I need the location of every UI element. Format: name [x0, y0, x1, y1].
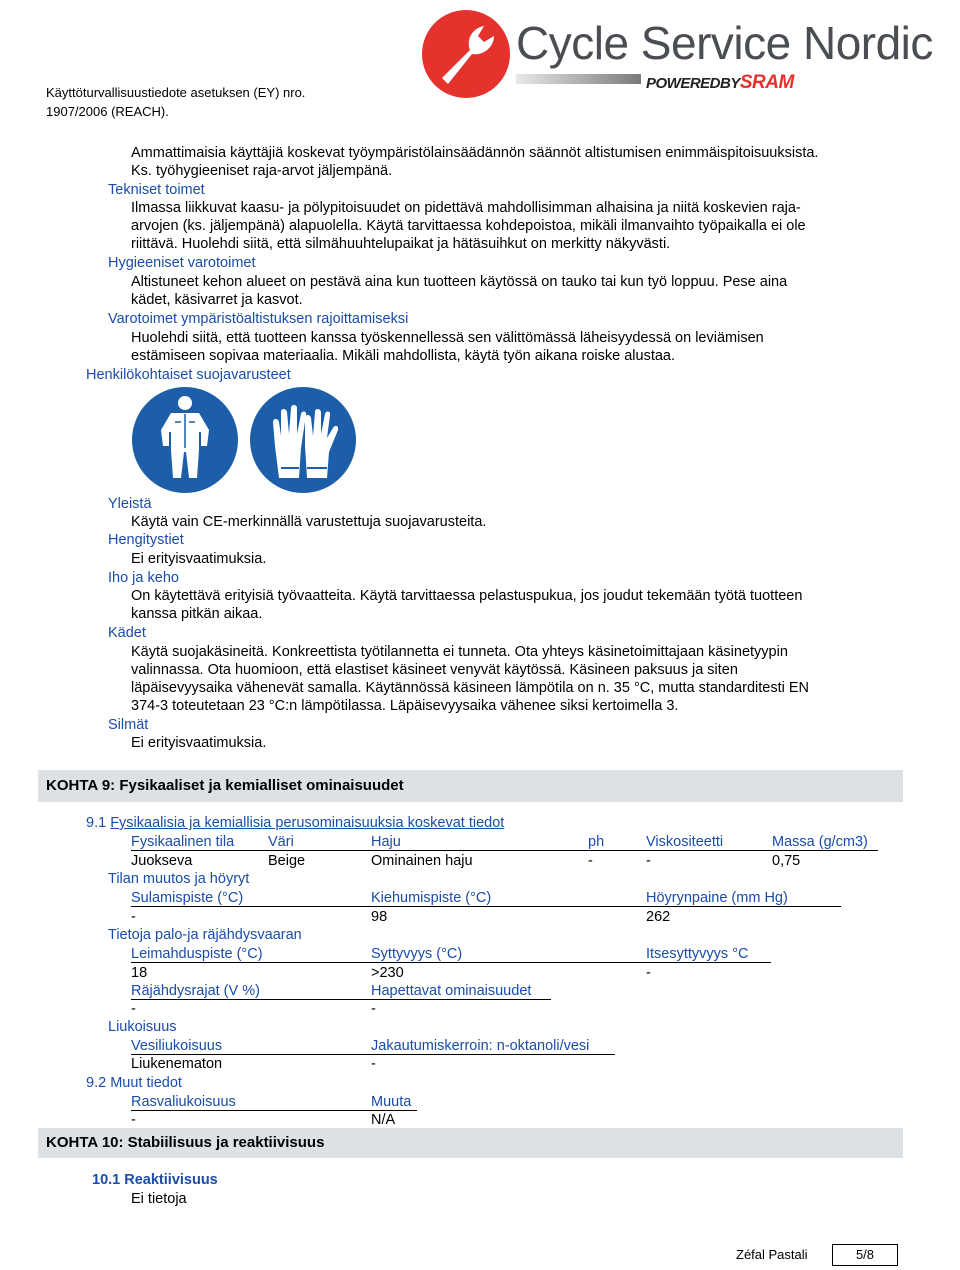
- value: -: [646, 965, 651, 981]
- logo-wordmark: Cycle Service Nordic: [516, 17, 933, 69]
- col-header: Väri: [268, 834, 294, 850]
- heading-state-change: Tilan muutos ja höyryt: [108, 871, 250, 887]
- heading-environment: Varotoimet ympäristöaltistuksen rajoittamiseksi: [108, 311, 409, 327]
- heading-hands: Kädet: [108, 625, 146, 641]
- heading-hygiene: Hygieeniset varotoimet: [108, 255, 256, 271]
- document-title-line-1: Käyttöturvallisuustiedote asetuksen (EY) nro.: [46, 85, 306, 100]
- text-line: Ei tietoja: [131, 1191, 187, 1207]
- col-header: Massa (g/cm3): [772, 834, 868, 850]
- cell-value: -: [646, 853, 651, 869]
- cell-value: Juokseva: [131, 853, 193, 869]
- subsection-9-1-title: [86, 814, 504, 832]
- wrench-logo-icon: [418, 8, 514, 100]
- text-line: estämiseen sopivaa materiaalia. Mikäli mahdollista, käytä työn aikana roiske alustaa.: [131, 348, 676, 364]
- protective-gloves-icon: [249, 386, 357, 494]
- text-line: Huolehdi siitä, että tuotteen kanssa työskennellessä sen välittömässä läheisyydessä on leviämisen: [131, 330, 764, 346]
- table-divider: [131, 850, 878, 851]
- text-line: läpäisevyysaika vähenevät samalla. Käytännössä käsineen lämpötila on n. 35 °C, mutta standarditesti EN: [131, 680, 810, 696]
- logo-bar: [516, 74, 641, 84]
- value: >230: [371, 965, 404, 981]
- heading-technical: Tekniset toimet: [108, 182, 205, 198]
- heading-fire: Tietoja palo-ja räjähdysvaaran: [108, 927, 302, 943]
- document-title-line-2: 1907/2006 (REACH).: [46, 104, 169, 119]
- col-header: Fysikaalinen tila: [131, 834, 235, 850]
- text-line: kanssa pitkän aikaa.: [131, 606, 263, 622]
- text-line: riittävä. Huolehdi siitä, että silmähuuhtelupaikat ja hätäsuihkut on merkitty näkyvästi.: [131, 236, 671, 252]
- value: -: [131, 1112, 136, 1128]
- value: 18: [131, 965, 148, 981]
- subsection-9-2-title: [86, 1074, 182, 1092]
- heading-ppe: Henkilökohtaiset suojavarusteet: [86, 367, 291, 383]
- label: Itsesyttyvyys °C: [646, 946, 749, 962]
- value: 98: [371, 909, 388, 925]
- logo-sram-text: SRAM: [739, 72, 794, 93]
- subsection-number: 9.1: [86, 815, 107, 831]
- cell-value: 0,75: [772, 853, 801, 869]
- label: Sulamispiste (°C): [131, 890, 244, 906]
- label: Räjähdysrajat (V %): [131, 983, 260, 999]
- page-number: 5/8: [832, 1244, 898, 1266]
- heading-general: Yleistä: [108, 496, 152, 512]
- text-line: kädet, käsivarret ja kasvot.: [131, 292, 303, 308]
- heading-skin: Iho ja keho: [108, 570, 179, 586]
- subsection-number: 10.1: [92, 1172, 121, 1188]
- logo-powered-by: [646, 72, 794, 94]
- label: Rasvaliukoisuus: [131, 1094, 236, 1110]
- cell-value: Beige: [268, 853, 306, 869]
- section-10-title: KOHTA 10: Stabiilisuus ja reaktiivisuus: [38, 1128, 903, 1158]
- subsection-title: Fysikaalisia ja kemiallisia perusominaisuuksia koskevat tiedot: [110, 815, 505, 831]
- label: Hapettavat ominaisuudet: [371, 983, 532, 999]
- protective-coverall-icon: [131, 386, 239, 494]
- cell-value: Ominainen haju: [371, 853, 473, 869]
- value: -: [371, 1056, 376, 1072]
- cell-value: -: [588, 853, 593, 869]
- value: -: [131, 909, 136, 925]
- company-logo: [418, 8, 933, 100]
- label: Kiehumispiste (°C): [371, 890, 492, 906]
- text-line: Ammattimaisia käyttäjiä koskevat työympäristölainsäädännön säännöt altistumisen enimmäispitoisuuksista.: [131, 145, 819, 161]
- value: N/A: [371, 1112, 396, 1128]
- table-divider: [131, 906, 841, 907]
- value: 262: [646, 909, 671, 925]
- text-line: Ei erityisvaatimuksia.: [131, 551, 267, 567]
- footer-product-name: Zéfal Pastali: [736, 1247, 808, 1262]
- subsection-number: 9.2: [86, 1075, 107, 1091]
- heading-eyes: Silmät: [108, 717, 149, 733]
- text-line: Käytä vain CE-merkinnällä varustettuja suojavarusteita.: [131, 514, 487, 530]
- text-line: arvojen (ks. jäljempänä) alapuolella. Käytä tarvittaessa kohdepoistoa, mikäli ilmanvaihto työpaikalla ei ole: [131, 218, 806, 234]
- text-line: valinnassa. Ota huomioon, että elastiset käsineet venyvät käytössä. Käsineen paksuus ja siten: [131, 662, 738, 678]
- logo-powered-text: POWEREDBY: [646, 75, 740, 92]
- text-line: Ilmassa liikkuvat kaasu- ja pölypitoisuudet on pidettävä mahdollisimman alhaisina ja niitä koskevien raja-: [131, 200, 801, 216]
- label: Muuta: [371, 1094, 412, 1110]
- col-header: Haju: [371, 834, 401, 850]
- label: Höyrynpaine (mm Hg): [646, 890, 788, 906]
- value: -: [371, 1001, 376, 1017]
- heading-respiratory: Hengitystiet: [108, 532, 184, 548]
- text-line: Ei erityisvaatimuksia.: [131, 735, 267, 751]
- section-9-title: KOHTA 9: Fysikaaliset ja kemialliset ominaisuudet: [38, 770, 903, 802]
- label: Leimahduspiste (°C): [131, 946, 263, 962]
- subsection-10-1-title: [92, 1171, 218, 1189]
- table-divider: [131, 999, 551, 1000]
- label: Syttyvyys (°C): [371, 946, 463, 962]
- heading-solubility: Liukoisuus: [108, 1019, 177, 1035]
- col-header: ph: [588, 834, 605, 850]
- subsection-title: Reaktiivisuus: [124, 1172, 218, 1188]
- text-line: 374-3 toteutetaan 23 °C:n lämpötilassa. Läpäisevyysaika vähenee siksi kertoimella 3.: [131, 698, 679, 714]
- label: Jakautumiskerroin: n-oktanoli/vesi: [371, 1038, 590, 1054]
- col-header: Viskositeetti: [646, 834, 724, 850]
- table-divider: [131, 962, 771, 963]
- text-line: Käytä suojakäsineitä. Konkreettista työtilannetta ei tunneta. Ota yhteys käsinetoimittajaan käsinetyypin: [131, 644, 788, 660]
- label: Vesiliukoisuus: [131, 1038, 223, 1054]
- document-title: [46, 83, 305, 121]
- value: Liukenematon: [131, 1056, 223, 1072]
- value: -: [131, 1001, 136, 1017]
- subsection-title: Muut tiedot: [110, 1075, 182, 1091]
- text-line: Altistuneet kehon alueet on pestävä aina kun tuotteen käytössä on tauko tai kun työ loppuu. Pese aina: [131, 274, 788, 290]
- text-line: Ks. työhygieeniset raja-arvot jäljempänä.: [131, 163, 393, 179]
- text-line: On käytettävä erityisiä työvaatteita. Käytä tarvittaessa pelastuspukua, jos joudut tekemään työtä tuotteen: [131, 588, 803, 604]
